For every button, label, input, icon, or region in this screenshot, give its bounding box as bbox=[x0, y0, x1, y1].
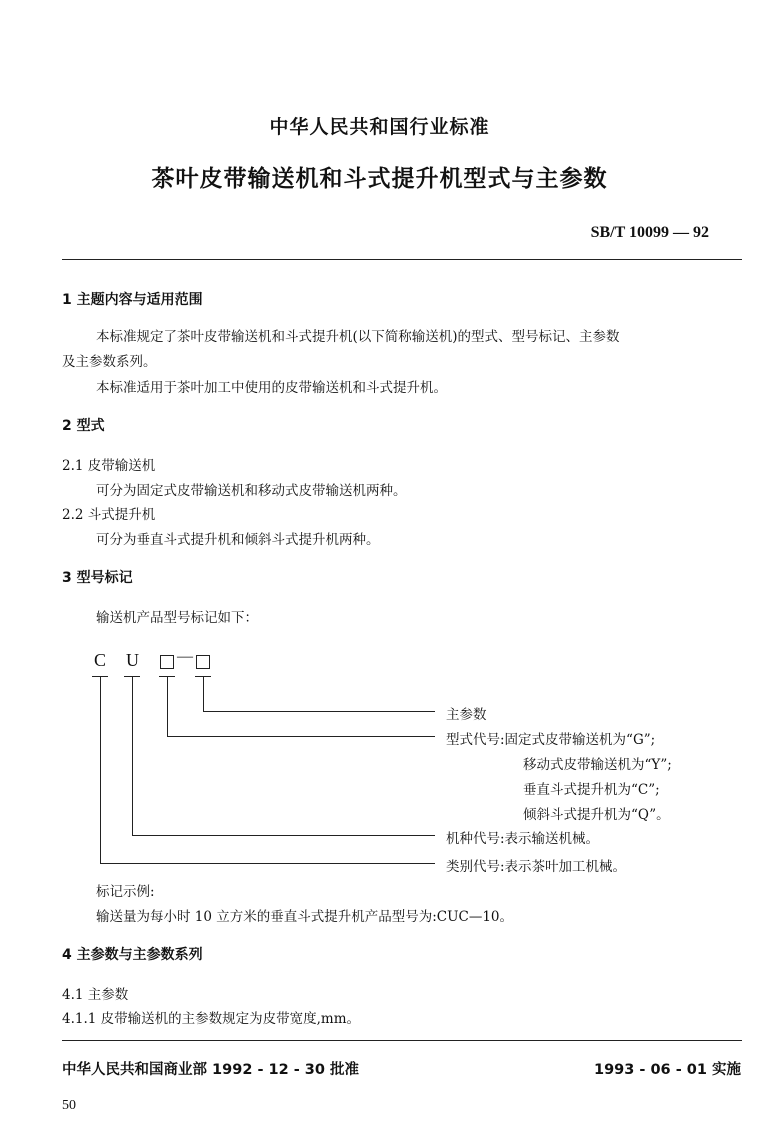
label-machine-code: 机种代号:表示输送机械。 bbox=[446, 831, 600, 847]
type-code-line4: 倾斜斗式提升机为“Q”。 bbox=[523, 807, 670, 823]
label-main-param: 主参数 bbox=[446, 707, 487, 723]
section-1-para1-line2: 及主参数系列。 bbox=[62, 354, 157, 370]
standard-code: SB/T 10099 — 92 bbox=[590, 224, 709, 241]
leader-vertical-machine bbox=[132, 676, 133, 835]
dash-separator: — bbox=[177, 648, 193, 665]
example-text: 输送量为每小时 10 立方米的垂直斗式提升机产品型号为:CUC—10。 bbox=[96, 909, 514, 925]
section-4-1-1-text: 4.1.1 皮带输送机的主参数规定为皮带宽度,mm。 bbox=[62, 1011, 361, 1027]
approval-date: 中华人民共和国商业部 1992 - 12 - 30 批准 bbox=[62, 1062, 360, 1078]
section-3-intro: 输送机产品型号标记如下： bbox=[96, 610, 258, 626]
leader-horizontal-machine bbox=[132, 835, 435, 836]
leader-vertical-main bbox=[203, 676, 204, 711]
param-box-2 bbox=[196, 655, 210, 669]
leader-horizontal-type bbox=[167, 736, 435, 737]
doc-title: 茶叶皮带输送机和斗式提升机型式与主参数 bbox=[151, 166, 608, 192]
bottom-rule bbox=[62, 1040, 742, 1041]
type-code-line3: 垂直斗式提升机为“C”; bbox=[523, 782, 660, 798]
section-4-1-title: 4.1 主参数 bbox=[62, 987, 129, 1003]
section-2-1-text: 可分为固定式皮带输送机和移动式皮带输送机两种。 bbox=[96, 483, 407, 499]
label-type-code: 型式代号:固定式皮带输送机为“G”; bbox=[446, 732, 656, 748]
implementation-date: 1993 - 06 - 01 实施 bbox=[594, 1062, 741, 1078]
page-number: 50 bbox=[62, 1098, 76, 1113]
label-category-code: 类别代号:表示茶叶加工机械。 bbox=[446, 859, 627, 875]
section-1-para2: 本标准适用于茶叶加工中使用的皮带输送机和斗式提升机。 bbox=[96, 380, 447, 396]
section-2-2-text: 可分为垂直斗式提升机和倾斜斗式提升机两种。 bbox=[96, 532, 380, 548]
section-2-1-title: 2.1 皮带输送机 bbox=[62, 458, 156, 474]
leader-horizontal-main bbox=[203, 711, 435, 712]
org-title: 中华人民共和国行业标准 bbox=[269, 116, 490, 138]
section-1-heading: 1 主题内容与适用范围 bbox=[62, 292, 203, 308]
leader-horizontal-category bbox=[100, 863, 435, 864]
example-title: 标记示例: bbox=[96, 884, 155, 900]
leader-vertical-category bbox=[100, 676, 101, 863]
section-2-heading: 2 型式 bbox=[62, 418, 105, 434]
letter-u: U bbox=[126, 650, 139, 670]
section-4-heading: 4 主参数与主参数系列 bbox=[62, 947, 203, 963]
leader-vertical-type bbox=[167, 676, 168, 736]
section-3-heading: 3 型号标记 bbox=[62, 570, 133, 586]
section-1-para1-line1: 本标准规定了茶叶皮带输送机和斗式提升机(以下简称输送机)的型式、型号标记、主参数 bbox=[96, 329, 620, 345]
letter-c: C bbox=[94, 650, 107, 670]
type-code-line2: 移动式皮带输送机为“Y”; bbox=[523, 757, 672, 773]
param-box-1 bbox=[160, 655, 174, 669]
section-2-2-title: 2.2 斗式提升机 bbox=[62, 507, 156, 523]
top-rule bbox=[62, 259, 742, 260]
